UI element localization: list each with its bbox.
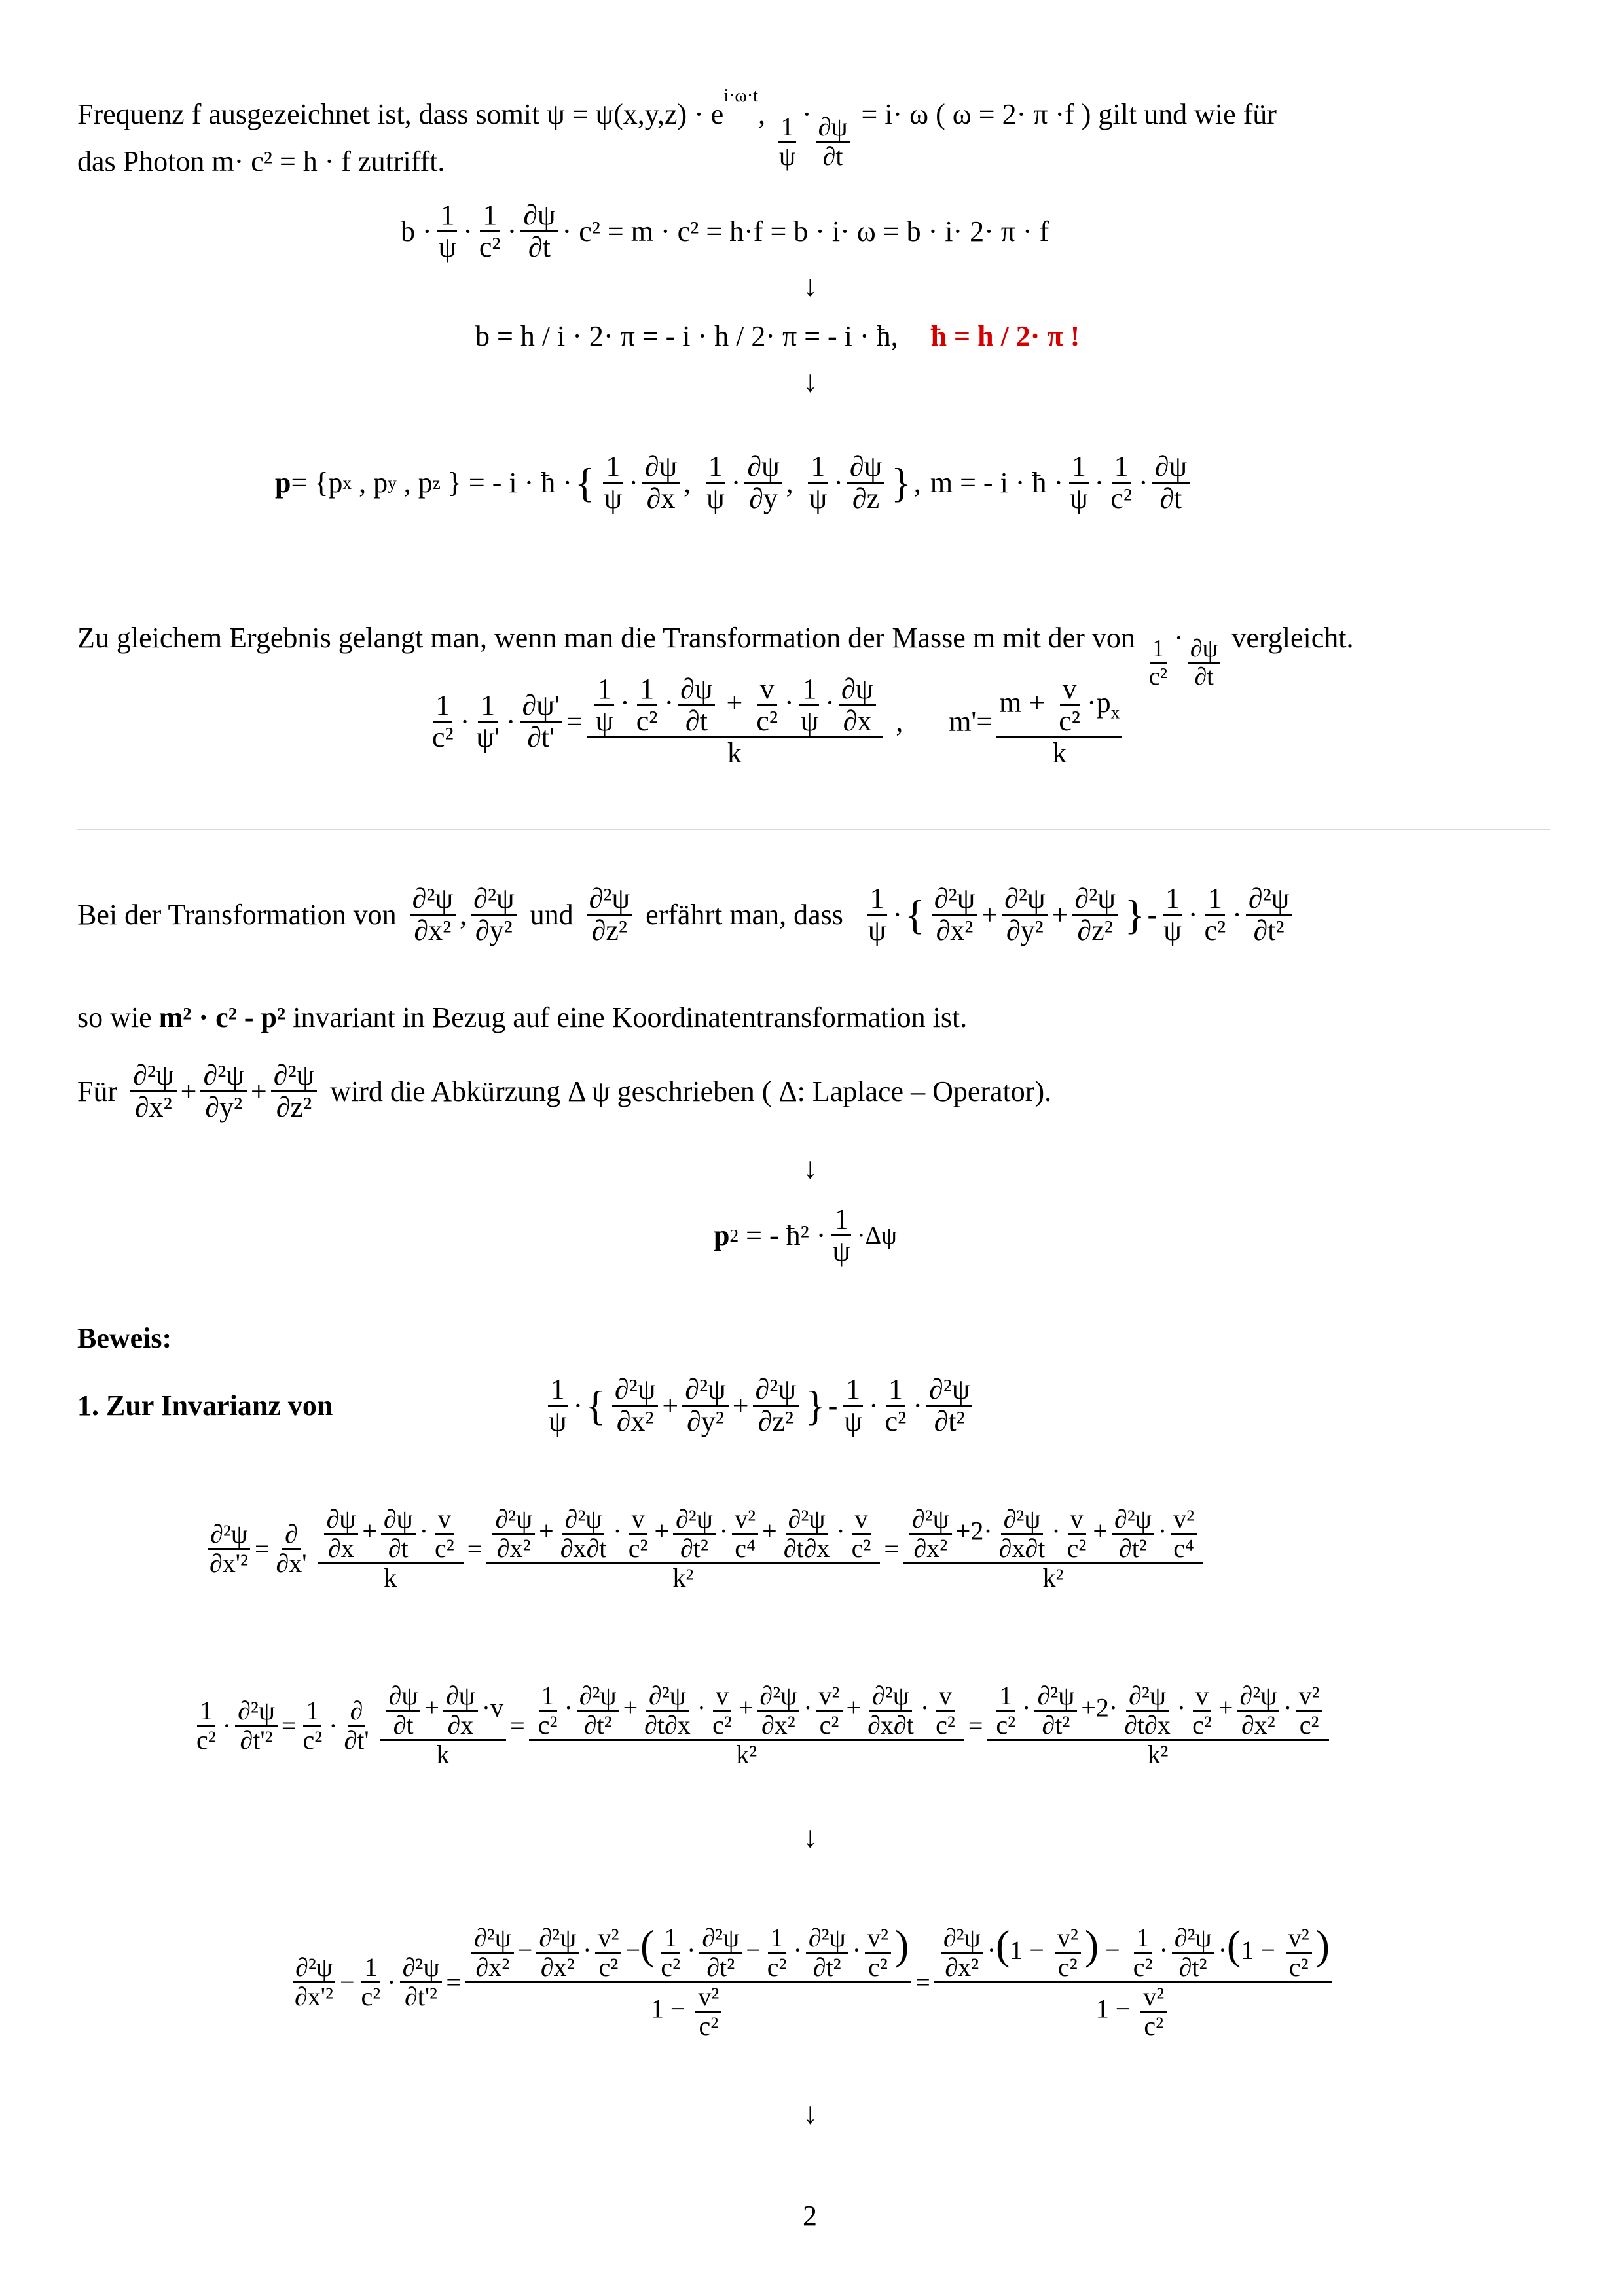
equation-momentum-rest: } = - i · ħ · [447, 467, 572, 499]
page-number: 2 [803, 2200, 817, 2232]
heading-section-1: 1. Zur Invarianz von $\frac{1}{\psi}$ · { $\frac{\text{∂²ψ}}{\text{∂x²}}$ + $\frac{\text{∂²ψ}}{\text{∂y²}}$ + $\frac{\text{∂²ψ}}{\text{∂z²}}$ } - $\frac{1}{\psi}$ · $\frac{1}{\text{c²}}$ · $\frac{\text{∂²ψ}}{\text{∂t²}}$ [77, 1374, 976, 1437]
equation-p-squared: p 2 = - ħ² · $\frac{1}{\psi}$ ·Δψ [714, 1203, 897, 1268]
equation-hbar-definition: ħ = h / 2· π ! [930, 320, 1080, 352]
paragraph-laplace-text-b: erfährt man, dass [646, 899, 843, 931]
equation-mass: m = - i · ħ · [930, 467, 1064, 499]
arrow-down: ↓ [803, 1151, 818, 1185]
arrow-down: ↓ [803, 269, 818, 302]
equation-second-derivative-x: $\frac{\text{∂²ψ}}{\text{∂x'²}}$ = $\frac{\partial}{\partial x'}$ $\frac{\partial\psi}{\partial x}$ + $\frac{\partial\psi}{\partial t}$ · $\frac{v}{\text{c²}}$ k = $\frac{\text{∂²ψ}}{\text{∂x²}}$ + $\frac{\text{∂²ψ}}{\partial x\partial t}$ · $\frac{v}{\text{c²}}$ + $\frac{\text{∂²ψ}}{\text{∂t²}}$ · $\frac{\text{v²}}{\text{c⁴}}$ + $\frac{\text{∂²ψ}}{\partial t\partial x}$ · $\frac{v}{\text{c²}}$ k² = $\frac{\text{∂²ψ}}{\text{∂x²}}$ +2· $\frac{\text{∂²ψ}}{\partial x\partial t}$ · $\frac{v}{\text{c²}}$ + $\frac{\text{∂²ψ}}{\text{∂t²}}$ · $\frac{\text{v²}}{\text{c⁴}}$ k² [203, 1505, 1207, 1592]
equation-difference: $\frac{\text{∂²ψ}}{\text{∂x'²}}$ − $\frac{1}{\text{c²}}$ · $\frac{\text{∂²ψ}}{\text{∂t'²}}$ = $\frac{\text{∂²ψ}}{\text{∂x²}}$ − $\frac{\text{∂²ψ}}{\text{∂x²}}$ · $\frac{\text{v²}}{\text{c²}}$ −( $\frac{1}{\text{c²}}$ · $\frac{\text{∂²ψ}}{\text{∂t²}}$ − $\frac{1}{\text{c²}}$ · $\frac{\text{∂²ψ}}{\text{∂t²}}$ · $\frac{\text{v²}}{\text{c²}}$ ) 1 − $\frac{\text{v²}}{\text{c²}}$ = $\frac{\text{∂²ψ}}{\text{∂x²}}$ ·(1 − $\frac{\text{v²}}{\text{c²}}$ ) − $\frac{1}{\text{c²}}$ · $\frac{\text{∂²ψ}}{\text{∂t²}}$ ·(1 − $\frac{\text{v²}}{\text{c²}}$ ) 1 − $\frac{\text{v²}}{\text{c²}}$ [288, 1924, 1336, 2040]
equation-momentum: p = {p x , p y , p z } = - i · ħ · { $\frac{1}{\psi}$ · $\frac{\partial\psi}{\partial x}$ , $\frac{1}{\psi}$ · $\frac{\partial\psi}{\partial y}$ , $\frac{1}{\psi}$ · $\frac{\partial\psi}{\partial z}$ } , m = - i · ħ · $\frac{1}{\psi}$ · $\frac{1}{\text{c²}}$ · $\frac{\partial\psi}{\partial t}$ [275, 452, 1194, 514]
paragraph-frequency-tail: = i· ω ( ω = 2· π ·f ) gilt und wie für [861, 98, 1277, 130]
heading-section-1-text: 1. Zur Invarianz von [77, 1390, 333, 1422]
paragraph-photon: das Photon m· c² = h · f zutrifft. [77, 145, 445, 177]
equation-p-squared-text: = - ħ² · [746, 1219, 826, 1252]
paragraph-invariant [77, 1001, 967, 1035]
equation-second-derivative-t: $\frac{1}{\text{c²}}$ · $\frac{\text{∂²ψ}}{\text{∂t'²}}$ = $\frac{1}{\text{c²}}$ · $\frac{\partial}{\partial t'}$ $\frac{\partial\psi}{\partial t}$ + $\frac{\partial\psi}{\partial x}$ ·v k = $\frac{1}{\text{c²}}$ · $\frac{\text{∂²ψ}}{\text{∂t²}}$ + $\frac{\text{∂²ψ}}{\partial t\partial x}$ · $\frac{v}{\text{c²}}$ + $\frac{\text{∂²ψ}}{\text{∂x²}}$ · $\frac{\text{v²}}{\text{c²}}$ + $\frac{\text{∂²ψ}}{\partial x\partial t}$ · $\frac{v}{\text{c²}}$ k² = $\frac{1}{\text{c²}}$ · $\frac{\text{∂²ψ}}{\text{∂t²}}$ +2· $\frac{\text{∂²ψ}}{\partial t\partial x}$ · $\frac{v}{\text{c²}}$ + $\frac{\text{∂²ψ}}{\text{∂x²}}$ · $\frac{\text{v²}}{\text{c²}}$ k² [190, 1682, 1333, 1768]
fraction-dpsi-dt: $\frac{\partial\psi}{\partial t}$ [816, 113, 850, 170]
paragraph-laplace-abbreviation: Für $\frac{\text{∂²ψ}}{\text{∂x²}}$ + $\frac{\text{∂²ψ}}{\text{∂y²}}$ + $\frac{\text{∂²ψ}}{\text{∂z²}}$ wird die Abkürzung Δ ψ geschrieben ( Δ: Laplace – Operator). [77, 1059, 1052, 1124]
paragraph-same-result-text: Zu gleichem Ergebnis gelangt man, wenn man die Transformation der Masse m mit der von [77, 622, 1135, 654]
heading-beweis: Beweis: [77, 1322, 172, 1354]
paragraph-invariant-tail: invariant in Bezug auf eine Koordinatentransformation ist. [293, 1001, 968, 1033]
fraction-one-over-psi: $\frac{1}{\psi}$ [778, 112, 796, 171]
paragraph-same-result-tail: vergleicht. [1231, 622, 1354, 654]
paragraph-frequency: Frequenz f ausgezeichnet ist, dass somit $\psi = \psi(x,y,z) \cdot e^{i\cdot\omega\cdot t}$, $\frac{1}{\psi}$ · $\frac{\partial\psi}{\partial t}$ = i· ω ( ω = 2· π ·f ) gilt und wie für [77, 86, 1277, 171]
paragraph-laplace-abbr-b: wird die Abkürzung Δ ψ geschrieben ( Δ: Laplace – Operator). [330, 1075, 1052, 1108]
equation-b-definition [475, 319, 1080, 353]
arrow-down: ↓ [803, 2096, 818, 2130]
arrow-down: ↓ [803, 365, 818, 398]
arrow-down: ↓ [803, 1820, 818, 1854]
paragraph-laplace-und: und [530, 899, 574, 931]
equation-transform-dpsi-dt: $\frac{1}{\text{c²}}$ · $\frac{1}{\psi'}$ · $\frac{\partial\psi'}{\partial t'}$ = $\frac{1}{\psi}$ · $\frac{1}{\text{c²}}$ · $\frac{\partial\psi}{\partial t}$ + $\frac{v}{\text{c²}}$ · $\frac{1}{\psi}$ · $\frac{\partial\psi}{\partial x}$ k , m'= m + $\frac{v}{\text{c²}}$ $\cdot p_x$ k [426, 674, 1126, 769]
paragraph-laplace-text-a: Bei der Transformation von [77, 899, 397, 931]
paragraph-same-result: Zu gleichem Ergebnis gelangt man, wenn man die Transformation der Masse m mit der von $\frac{1}{\text{c²}}$ · $\frac{\partial\psi}{\partial t}$ vergleicht. [77, 622, 1354, 691]
equation-b-definition-text: b = h / i · 2· π = - i · h / 2· π = - i · ħ, [475, 320, 898, 352]
paragraph-laplace-abbr-a: Für [77, 1075, 118, 1108]
paragraph-frequency-text: Frequenz f ausgezeichnet ist, dass somit ψ = ψ(x,y,z) · e [77, 98, 724, 130]
paragraph-invariant-text: so wie [77, 1001, 159, 1033]
equation-b-chain: b · $\frac{1}{\psi}$ · $\frac{1}{\text{c²}}$ · $\frac{\partial\psi}{\partial t}$ · c² = m · c² = h·f = b · i· ω = b · i· 2· π · f [401, 199, 1049, 264]
equation-mass-prime-lhs: m'= [949, 705, 993, 738]
section-divider [77, 829, 1550, 830]
paragraph-laplace-transformation: Bei der Transformation von $\frac{\text{∂²ψ}}{\text{∂x²}}$ , $\frac{\text{∂²ψ}}{\text{∂y²}}$ und $\frac{\text{∂²ψ}}{\text{∂z²}}$ erfährt man, dass $\frac{1}{\psi}$ · { $\frac{\text{∂²ψ}}{\text{∂x²}}$ + $\frac{\text{∂²ψ}}{\text{∂y²}}$ + $\frac{\text{∂²ψ}}{\text{∂z²}}$ } - $\frac{1}{\psi}$ · $\frac{1}{\text{c²}}$ · $\frac{\text{∂²ψ}}{\text{∂t²}}$ [77, 884, 1296, 946]
equation-momentum-lhs: = {p [291, 467, 343, 499]
exponent-iwt: i·ω·t [723, 86, 758, 107]
paragraph-invariant-bold: m² · c² - p² [158, 1001, 286, 1033]
equation-b-chain-text: · c² = m · c² = h·f = b · i· ω = b · i· 2· π · f [562, 215, 1049, 248]
